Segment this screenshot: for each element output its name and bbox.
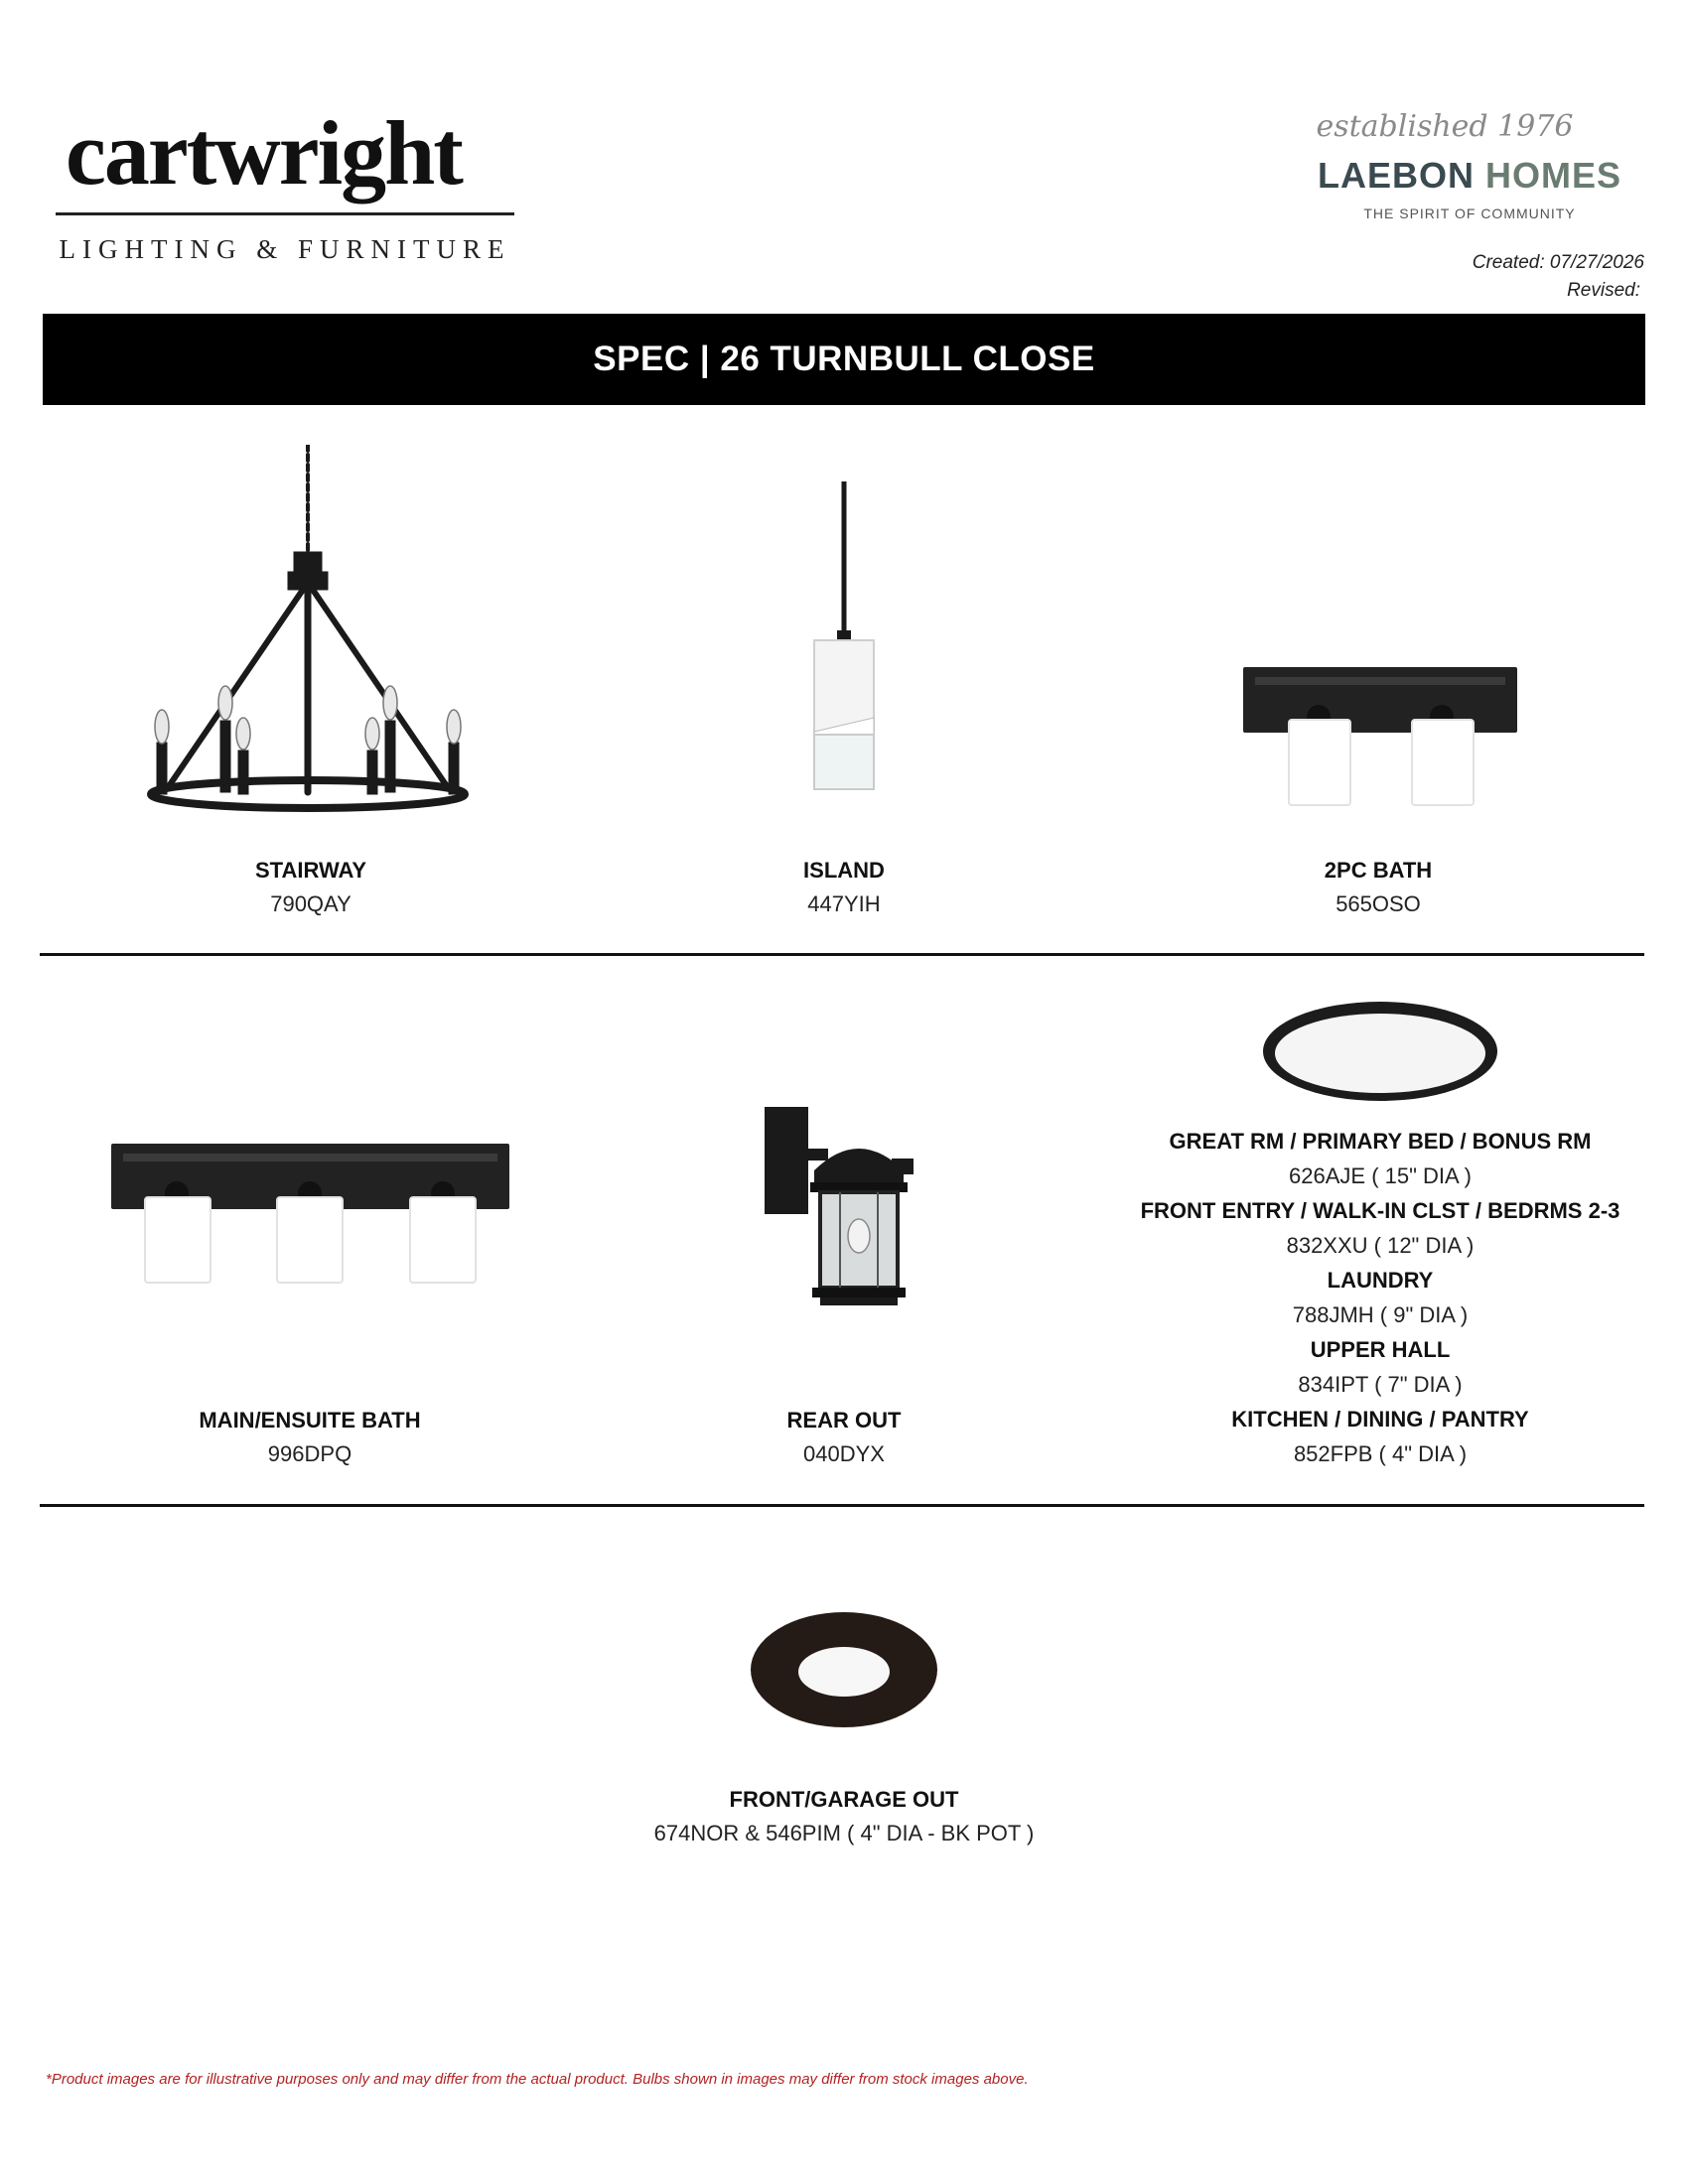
list-item [1082, 1193, 1678, 1263]
row-divider-1 [40, 953, 1644, 956]
revised-date: Revised: [1567, 280, 1640, 301]
flush-room-code: 834IPT ( 7" DIA ) [1298, 1372, 1463, 1397]
flush-room-label: GREAT RM / PRIMARY BED / BONUS RM [1169, 1129, 1592, 1154]
page-title: SPEC | 26 TURNBULL CLOSE [593, 340, 1095, 378]
list-item [1082, 1124, 1678, 1193]
laebon-tagline: THE SPIRIT OF COMMUNITY [1363, 205, 1576, 221]
rear-out-label: REAR OUT [786, 1408, 902, 1433]
island-code: 447YIH [807, 891, 881, 916]
cartwright-logo: cartwright [66, 102, 462, 204]
bath-2pc-code: 565OSO [1336, 891, 1421, 916]
wall-lantern-icon [765, 1107, 923, 1310]
logo-divider [56, 212, 514, 215]
laebon-established: established 1976 [1316, 109, 1574, 144]
bath-2pc-label: 2PC BATH [1324, 858, 1433, 883]
flush-room-code: 788JMH ( 9" DIA ) [1292, 1302, 1469, 1327]
cartwright-tagline: LIGHTING & FURNITURE [59, 234, 511, 264]
flush-room-label: KITCHEN / DINING / PANTRY [1231, 1407, 1529, 1432]
disclaimer: *Product images are for illustrative purposes only and may differ from the actual product. Bulbs shown in images may differ from stock images above. [46, 2071, 1029, 2088]
front-garage-label: FRONT/GARAGE OUT [729, 1787, 959, 1812]
list-item [1082, 1263, 1678, 1332]
list-item [1082, 1402, 1678, 1471]
row-divider-2 [40, 1504, 1644, 1507]
pot-light-icon [745, 1606, 943, 1735]
flush-mount-list [1082, 1124, 1678, 1471]
pendant-icon [804, 481, 884, 799]
rear-out-code: 040DYX [803, 1441, 885, 1466]
created-date: Created: 07/27/2026 [1472, 252, 1644, 273]
laebon-name-part2: HOMES [1485, 155, 1622, 196]
vanity-3-light-icon [109, 1142, 511, 1286]
vanity-2-light-icon [1241, 665, 1519, 809]
flush-room-label: UPPER HALL [1310, 1337, 1451, 1362]
flush-room-code: 626AJE ( 15" DIA ) [1289, 1163, 1472, 1188]
main-ensuite-code: 996DPQ [267, 1441, 352, 1466]
stairway-code: 790QAY [270, 891, 352, 916]
main-ensuite-label: MAIN/ENSUITE BATH [199, 1408, 421, 1433]
flush-room-code: 852FPB ( 4" DIA ) [1293, 1441, 1468, 1466]
island-label: ISLAND [803, 858, 885, 883]
flush-room-code: 832XXU ( 12" DIA ) [1286, 1233, 1475, 1258]
flush-mount-icon [1259, 996, 1501, 1105]
flush-room-label: FRONT ENTRY / WALK-IN CLST / BEDRMS 2-3 [1140, 1198, 1620, 1223]
chandelier-icon [139, 445, 477, 812]
list-item [1082, 1332, 1678, 1402]
laebon-name-part1: LAEBON [1317, 155, 1475, 196]
laebon-logo [1281, 155, 1658, 197]
front-garage-code: 674NOR & 546PIM ( 4" DIA - BK POT ) [653, 1821, 1035, 1845]
title-band [43, 314, 1645, 405]
stairway-label: STAIRWAY [254, 858, 367, 883]
flush-room-label: LAUNDRY [1327, 1268, 1434, 1293]
